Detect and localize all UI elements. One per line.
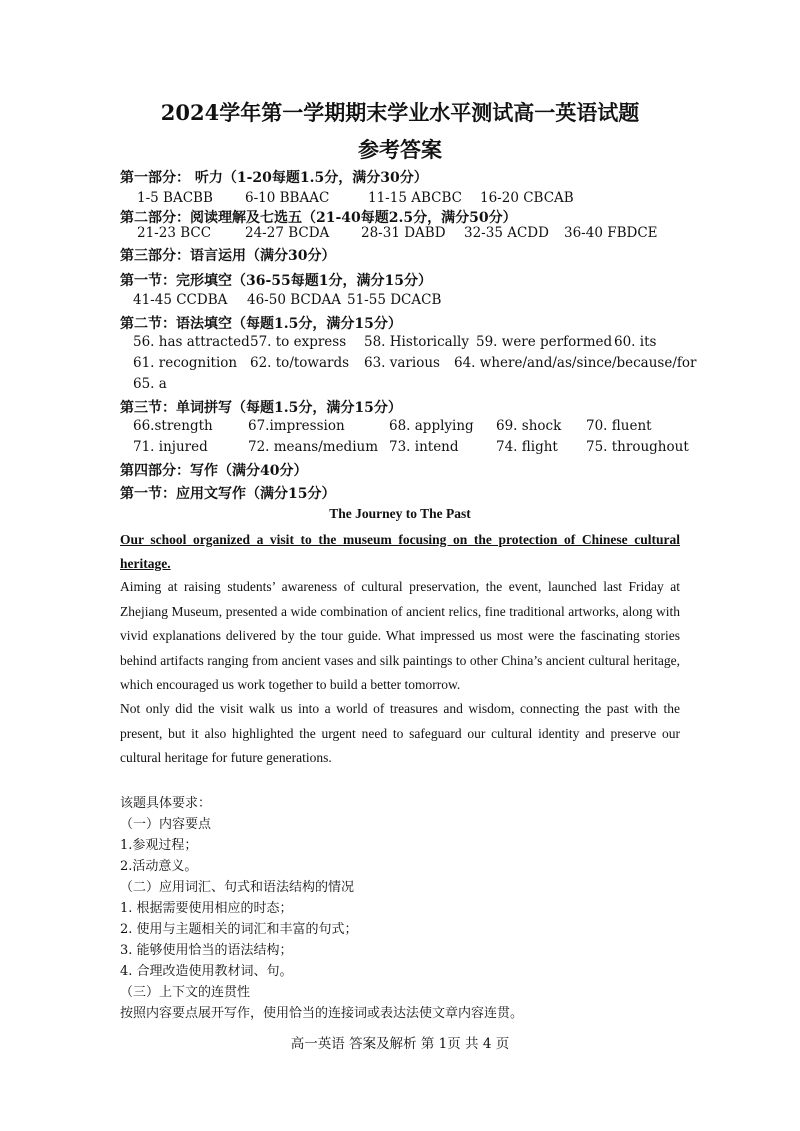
answer-item: 64. where/and/as/since/because/for: [454, 355, 697, 371]
requirement-line: 1. 根据需要使用相应的时态；: [120, 901, 293, 916]
answer-item: 75. throughout: [586, 439, 689, 455]
answer-group: 16-20 CBCAB: [480, 190, 574, 206]
requirement-line: （三）上下文的连贯性: [120, 985, 251, 1000]
answer-item: 71. injured: [133, 439, 208, 455]
part3-section1-heading: 第一节：完形填空（36-55每题1分，满分15分）: [120, 273, 432, 289]
answer-item: 60. its: [614, 334, 657, 350]
answer-item: 57. to express: [250, 334, 347, 350]
answer-group: 24-27 BCDA: [245, 225, 330, 241]
answer-item: 68. applying: [389, 418, 474, 434]
answer-item: 61. recognition: [133, 355, 238, 371]
requirement-line: （二）应用词汇、句式和语法结构的情况: [120, 880, 355, 895]
page-footer: 高一英语 答案及解析 第 1页 共 4 页: [290, 1036, 510, 1052]
requirement-line: 2.活动意义。: [120, 859, 198, 874]
answer-item: 73. intend: [389, 439, 459, 455]
part4-section1-heading: 第一节：应用文写作（满分15分）: [120, 486, 336, 502]
answer-group: 11-15 ABCBC: [368, 190, 462, 206]
page-subtitle: 参考答案: [358, 137, 442, 162]
answer-item: 62. to/towards: [250, 355, 350, 371]
answer-group: 32-35 ACDD: [464, 225, 549, 241]
answer-group: 6-10 BBAAC: [245, 190, 330, 206]
answer-item: 58. Historically: [364, 334, 469, 350]
answer-group: 36-40 FBDCE: [564, 225, 658, 241]
answer-group: 46-50 BCDAA: [247, 292, 342, 308]
answer-item: 65. a: [133, 376, 167, 392]
answer-item: 70. fluent: [586, 418, 652, 434]
requirement-line: 4. 合理改造使用教材词、句。: [120, 964, 293, 979]
answer-item: 69. shock: [496, 418, 562, 434]
essay-lead-sentence: Our school organized a visit to the museum focusing on the protection of Chinese cultural heritage.: [120, 532, 680, 571]
part3-section3-heading: 第三节：单词拼写（每题1.5分，满分15分）: [120, 400, 402, 416]
answer-item: 56. has attracted: [133, 334, 250, 350]
part3-section2-heading: 第二节：语法填空（每题1.5分，满分15分）: [120, 316, 402, 332]
answer-item: 63. various: [364, 355, 440, 371]
answer-item: 66.strength: [133, 418, 213, 434]
requirements-heading: 该题具体要求：: [120, 796, 212, 811]
essay-title: The Journey to The Past: [329, 506, 471, 521]
answer-group: 51-55 DCACB: [347, 292, 442, 308]
part3-heading: 第三部分：语言运用（满分30分）: [120, 248, 336, 264]
requirement-line: 3. 能够使用恰当的语法结构；: [120, 943, 293, 958]
essay-paragraph: Aiming at raising students’ awareness of cultural preservation, the event, launched last Friday at Zhejiang Museum, presented a wide combination of ancient relics, fine traditional artworks, along with vivid explanations delivered by the tour guide. What impressed us most were the fascinating stories behind artifacts ranging from ancient vases and silk paintings to other China’s ancient cultural heritage, which encouraged us work together to build a better tomorrow.: [120, 579, 680, 692]
answer-item: 72. means/medium: [248, 439, 379, 455]
part4-heading: 第四部分：写作（满分40分）: [120, 463, 308, 479]
requirement-line: （一）内容要点: [120, 817, 212, 832]
answer-item: 67.impression: [248, 418, 345, 434]
answer-group: 1-5 BACBB: [137, 190, 213, 206]
answer-item: 74. flight: [496, 439, 558, 455]
answer-group: 41-45 CCDBA: [133, 292, 228, 308]
requirement-line: 1.参观过程；: [120, 838, 198, 853]
answer-group: 28-31 DABD: [361, 225, 446, 241]
page-title: 2024学年第一学期期末学业水平测试高一英语试题: [160, 100, 640, 125]
essay-paragraph: Not only did the visit walk us into a world of treasures and wisdom, connecting the past with the present, but it also highlighted the urgent need to safeguard our cultural identity and preserve our cultural heritage for future generations.: [120, 701, 680, 765]
requirement-line: 2. 使用与主题相关的词汇和丰富的句式；: [120, 922, 358, 937]
part1-heading: 第一部分： 听力（1-20每题1.5分，满分30分）: [120, 170, 428, 186]
answer-group: 21-23 BCC: [137, 225, 212, 241]
answer-item: 59. were performed: [476, 334, 613, 350]
part2-heading: 第二部分：阅读理解及七选五（21-40每题2.5分，满分50分）: [120, 210, 517, 226]
requirement-line: 按照内容要点展开写作，使用恰当的连接词或表达法使文章内容连贯。: [120, 1006, 524, 1021]
